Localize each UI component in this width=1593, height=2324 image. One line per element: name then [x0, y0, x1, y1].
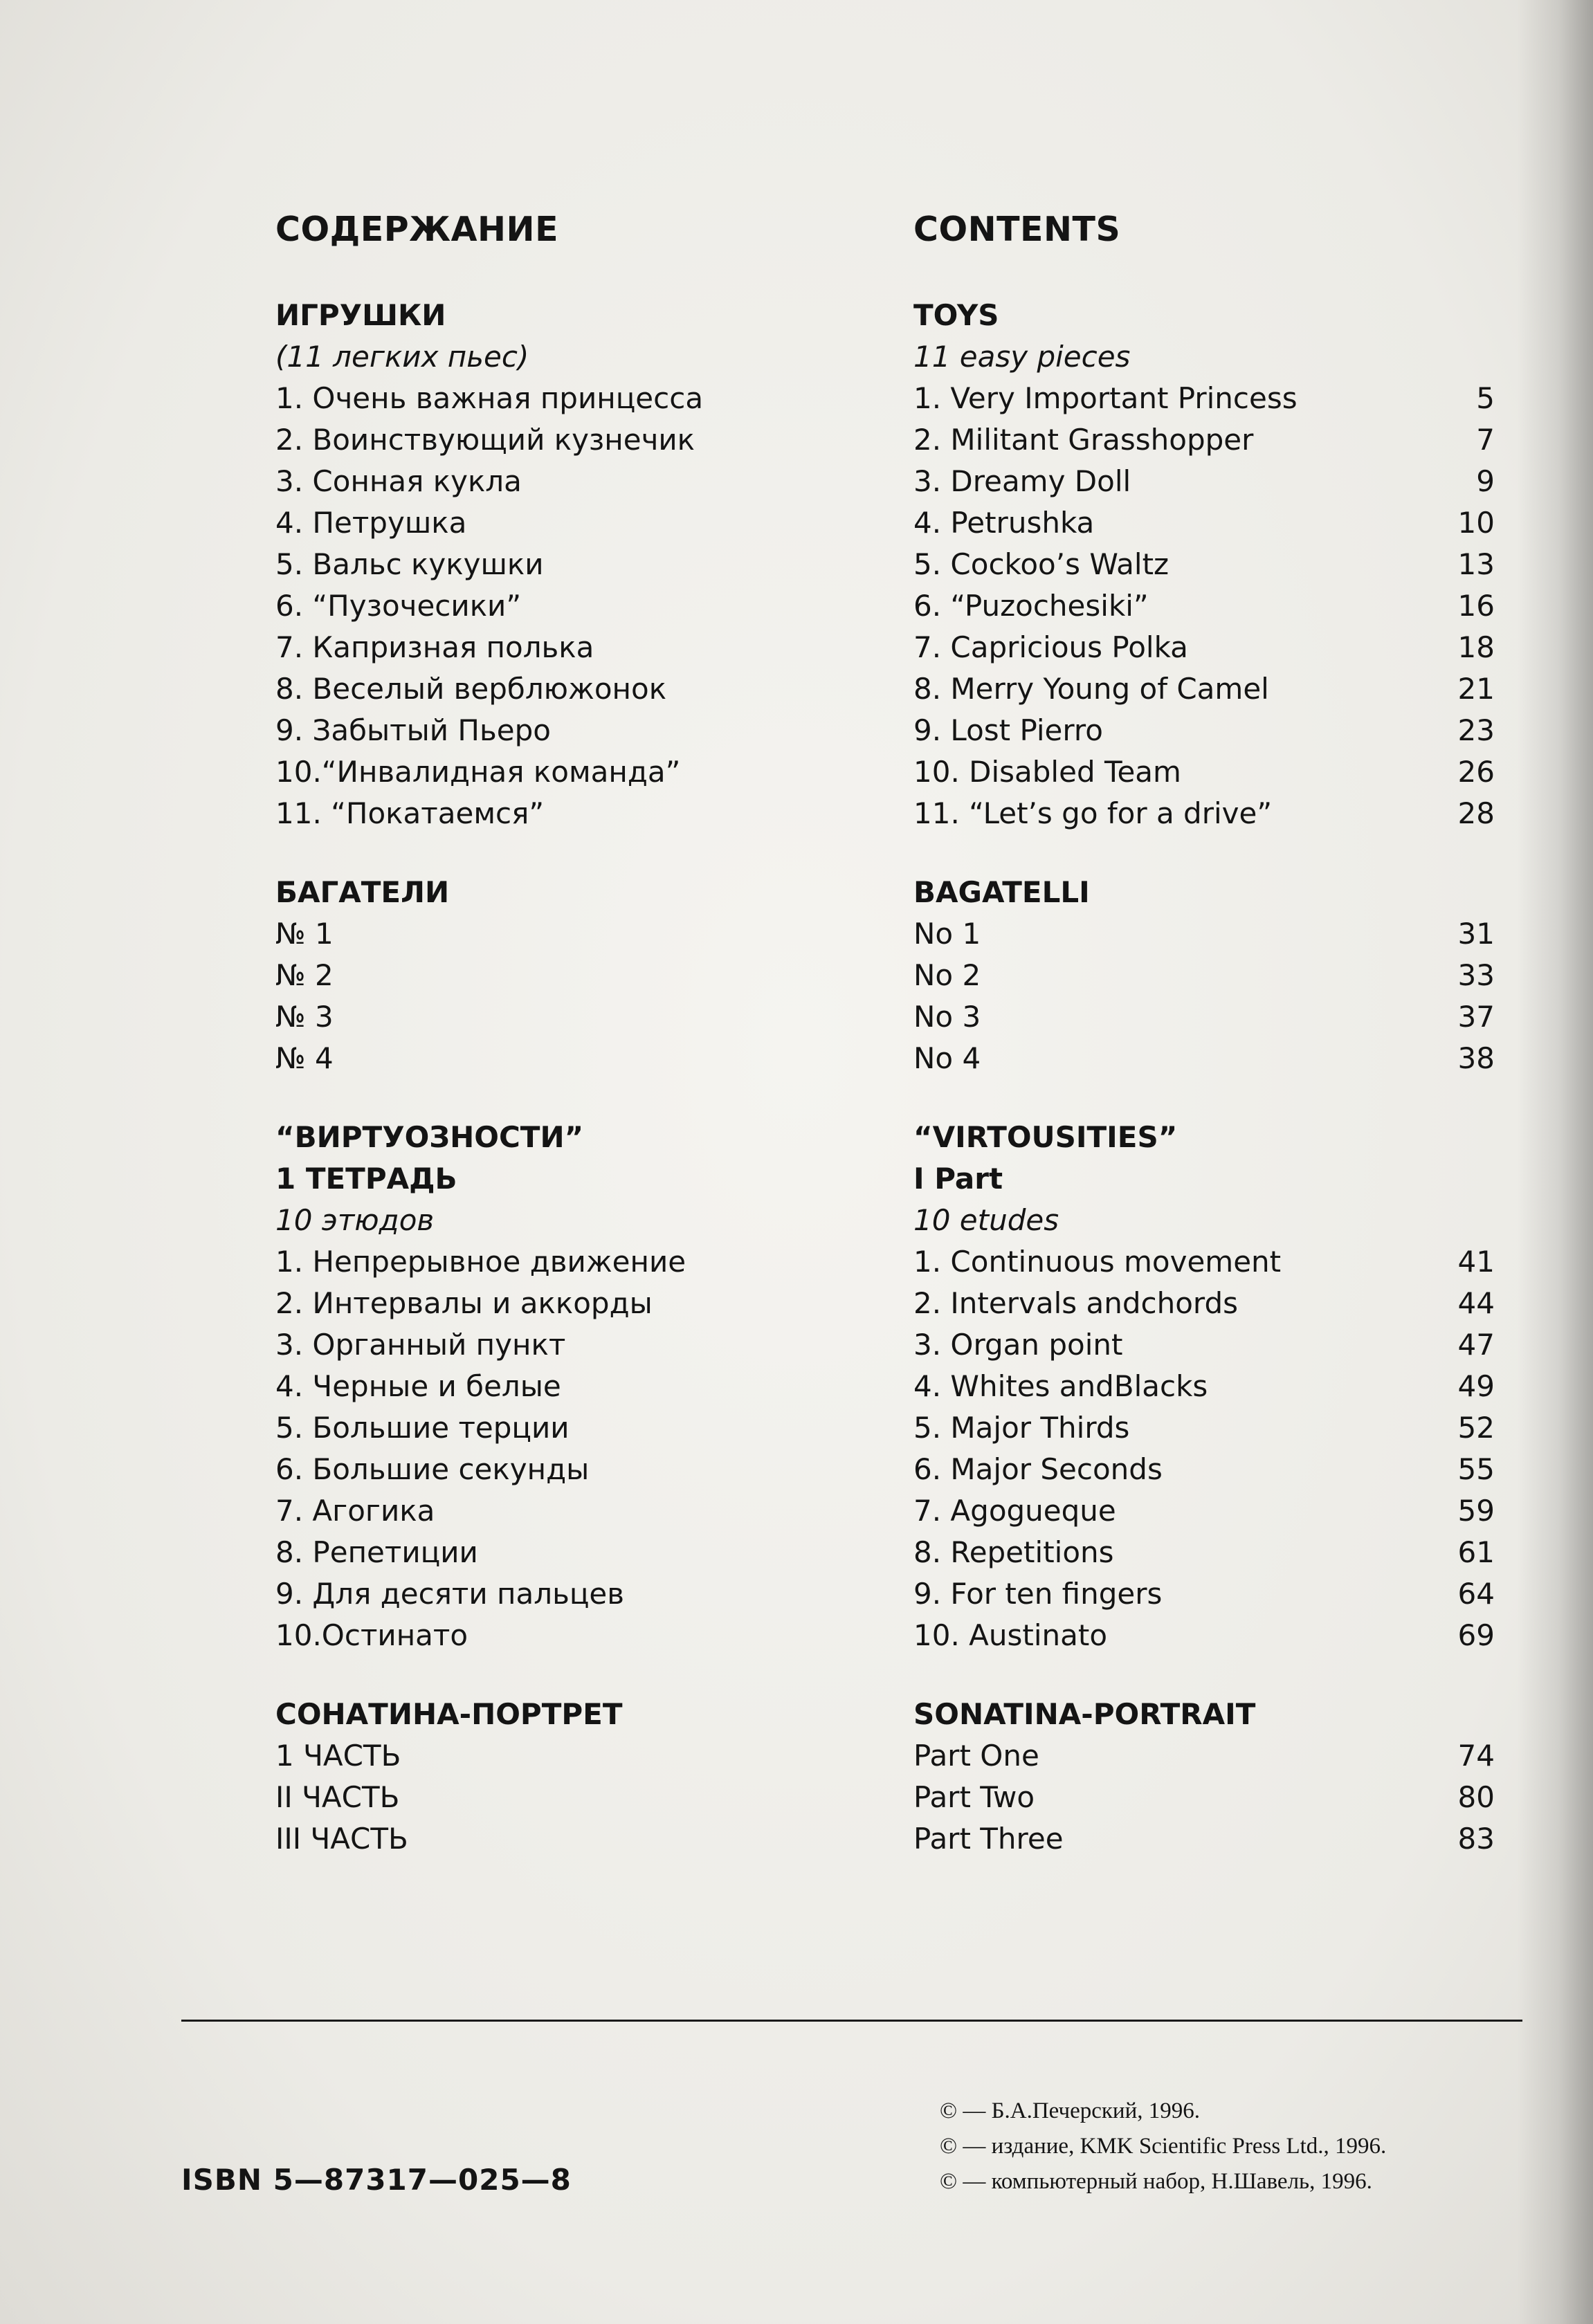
copyright-block	[940, 2094, 1386, 2199]
entry-label: 9. For ten fingers	[913, 1577, 1163, 1611]
toc-entry: № 1	[275, 917, 334, 951]
toc-entry: 8. Репетиции	[275, 1535, 478, 1569]
toc-entry: III ЧАСТЬ	[275, 1822, 408, 1856]
english-contents-column	[913, 208, 1495, 1860]
entry-label: No 2	[913, 958, 981, 992]
entry-label: Part Two	[913, 1780, 1035, 1814]
section-part-title: 1 ТЕТРАДЬ	[275, 1162, 457, 1196]
copyright-line: © — издание, KMK Scientific Press Ltd., 1996.	[940, 2134, 1387, 2159]
page-number: 47	[1457, 1328, 1495, 1362]
toc-entry	[913, 1532, 1495, 1573]
toc-entry	[913, 1449, 1495, 1490]
section-title: SONATINA-PORTRAIT	[913, 1697, 1256, 1731]
toc-entry	[913, 1615, 1495, 1656]
russian-contents-column	[275, 208, 871, 1860]
page-number: 13	[1457, 547, 1495, 581]
toc-entry	[913, 913, 1495, 955]
section-title: “VIRTOUSITIES”	[913, 1120, 1178, 1154]
toc-entry	[913, 1407, 1495, 1449]
toc-entry: 5. Вальс кукушки	[275, 547, 544, 581]
toc-entry	[913, 1490, 1495, 1532]
section-title: БАГАТЕЛИ	[275, 875, 450, 909]
toc-entry: № 2	[275, 958, 334, 992]
ru-section-toys	[275, 295, 871, 834]
en-heading: CONTENTS	[913, 210, 1121, 249]
ru-section-sonatina	[275, 1694, 871, 1860]
page-number: 83	[1457, 1822, 1495, 1856]
toc-entry	[913, 1283, 1495, 1324]
page-number: 16	[1457, 589, 1495, 623]
ru-section-virtuosities	[275, 1117, 871, 1656]
page-number: 80	[1457, 1780, 1495, 1814]
page-number: 38	[1457, 1041, 1495, 1075]
entry-label: 6. Major Seconds	[913, 1452, 1163, 1486]
entry-label: 6. “Puzochesiki”	[913, 589, 1149, 623]
section-subtitle: 10 etudes	[913, 1203, 1059, 1237]
copyright-line: © — компьютерный набор, Н.Шавель, 1996.	[940, 2169, 1372, 2194]
toc-entry	[913, 1735, 1495, 1777]
toc-entry	[913, 461, 1495, 502]
en-section-virtuosities	[913, 1117, 1495, 1656]
toc-entry: 4. Петрушка	[275, 506, 467, 540]
toc-entry: 6. Большие секунды	[275, 1452, 590, 1486]
toc-entry	[913, 544, 1495, 585]
entry-label: Part Three	[913, 1822, 1064, 1856]
page-number: 10	[1457, 506, 1495, 540]
toc-entry	[913, 1818, 1495, 1860]
section-title: ИГРУШКИ	[275, 298, 446, 332]
toc-entry: № 3	[275, 1000, 334, 1034]
toc-entry	[913, 668, 1495, 710]
toc-entry: 1. Очень важная принцесса	[275, 381, 704, 415]
entry-label: 5. Cockoo’s Waltz	[913, 547, 1169, 581]
toc-entry: 7. Капризная полька	[275, 630, 594, 664]
entry-label: 7. Agogueque	[913, 1494, 1116, 1528]
toc-entry: 7. Агогика	[275, 1494, 435, 1528]
toc-entry	[913, 419, 1495, 461]
page-number: 74	[1457, 1739, 1495, 1773]
page-number: 18	[1457, 630, 1495, 664]
page-number: 37	[1457, 1000, 1495, 1034]
page-number: 44	[1457, 1286, 1495, 1320]
toc-entry: 1. Непрерывное движение	[275, 1245, 686, 1279]
toc-entry	[913, 793, 1495, 834]
page-number: 26	[1457, 755, 1495, 789]
page-number: 23	[1457, 713, 1495, 747]
page-number: 59	[1457, 1494, 1495, 1528]
entry-label: 8. Repetitions	[913, 1535, 1114, 1569]
toc-entry	[913, 378, 1495, 419]
entry-label: 10. Austinato	[913, 1618, 1108, 1652]
toc-entry: № 4	[275, 1041, 334, 1075]
entry-label: 9. Lost Pierro	[913, 713, 1103, 747]
page-number: 9	[1476, 464, 1495, 498]
entry-label: 2. Militant Grasshopper	[913, 423, 1254, 457]
page-number: 55	[1457, 1452, 1495, 1486]
toc-entry: 4. Черные и белые	[275, 1369, 561, 1403]
entry-label: 11. “Let’s go for a drive”	[913, 796, 1273, 830]
en-section-sonatina	[913, 1694, 1495, 1860]
toc-entry	[913, 1324, 1495, 1366]
toc-entry: 6. “Пузочесики”	[275, 589, 522, 623]
entry-label: 1. Very Important Princess	[913, 381, 1298, 415]
toc-entry: 2. Интервалы и аккорды	[275, 1286, 653, 1320]
toc-entry	[913, 1777, 1495, 1818]
entry-label: Part One	[913, 1739, 1039, 1773]
entry-label: 3. Dreamy Doll	[913, 464, 1131, 498]
page-number: 69	[1457, 1618, 1495, 1652]
toc-entry: 8. Веселый верблюжонок	[275, 672, 667, 706]
section-title: TOYS	[913, 298, 999, 332]
toc-entry: 9. Забытый Пьеро	[275, 713, 551, 747]
toc-entry	[913, 710, 1495, 751]
entry-label: 3. Organ point	[913, 1328, 1123, 1362]
page-number: 28	[1457, 796, 1495, 830]
page-number: 41	[1457, 1245, 1495, 1279]
toc-entry	[913, 1573, 1495, 1615]
toc-entry: 11. “Покатаемся”	[275, 796, 545, 830]
toc-entry: 9. Для десяти пальцев	[275, 1577, 625, 1611]
toc-entry: II ЧАСТЬ	[275, 1780, 400, 1814]
toc-entry	[913, 1366, 1495, 1407]
copyright-line: © — Б.А.Печерский, 1996.	[940, 2098, 1201, 2123]
page-number: 49	[1457, 1369, 1495, 1403]
toc-entry: 1 ЧАСТЬ	[275, 1739, 401, 1773]
page-number: 61	[1457, 1535, 1495, 1569]
toc-entry	[913, 627, 1495, 668]
entry-label: 1. Continuous movement	[913, 1245, 1282, 1279]
page-number: 21	[1457, 672, 1495, 706]
page-number: 52	[1457, 1411, 1495, 1445]
ru-section-bagatelli	[275, 872, 871, 1079]
entry-label: 7. Capricious Polka	[913, 630, 1188, 664]
en-section-toys	[913, 295, 1495, 834]
footer-divider	[181, 2020, 1522, 2022]
entry-label: 2. Intervals andchords	[913, 1286, 1238, 1320]
page-number: 64	[1457, 1577, 1495, 1611]
en-section-bagatelli	[913, 872, 1495, 1079]
entry-label: No 3	[913, 1000, 981, 1034]
toc-entry	[913, 1038, 1495, 1079]
page-number: 7	[1476, 423, 1495, 457]
toc-entry	[913, 502, 1495, 544]
entry-label: 10. Disabled Team	[913, 755, 1181, 789]
entry-label: 8. Merry Young of Camel	[913, 672, 1269, 706]
toc-entry	[913, 955, 1495, 996]
page-number: 33	[1457, 958, 1495, 992]
page-number: 31	[1457, 917, 1495, 951]
section-subtitle: (11 легких пьес)	[275, 340, 529, 374]
toc-entry: 10.“Инвалидная команда”	[275, 755, 681, 789]
toc-entry	[913, 751, 1495, 793]
isbn-number: ISBN 5—87317—025—8	[181, 2163, 572, 2197]
section-title: “ВИРТУОЗНОСТИ”	[275, 1120, 584, 1154]
entry-label: 4. Whites andBlacks	[913, 1369, 1208, 1403]
toc-entry: 3. Сонная кукла	[275, 464, 522, 498]
ru-heading: СОДЕРЖАНИЕ	[275, 210, 559, 249]
page-edge-shadow	[1517, 0, 1593, 2324]
section-title: СОНАТИНА-ПОРТРЕТ	[275, 1697, 623, 1731]
toc-entry: 10.Остинато	[275, 1618, 468, 1652]
toc-entry: 2. Воинствующий кузнечик	[275, 423, 695, 457]
toc-entry: 3. Органный пункт	[275, 1328, 566, 1362]
toc-entry	[913, 585, 1495, 627]
entry-label: No 4	[913, 1041, 981, 1075]
entry-label: 5. Major Thirds	[913, 1411, 1130, 1445]
section-part-title: I Part	[913, 1162, 1003, 1196]
section-subtitle: 10 этюдов	[275, 1203, 435, 1237]
section-subtitle: 11 easy pieces	[913, 340, 1131, 374]
section-title: BAGATELLI	[913, 875, 1090, 909]
toc-entry: 5. Большие терции	[275, 1411, 570, 1445]
entry-label: No 1	[913, 917, 981, 951]
entry-label: 4. Petrushka	[913, 506, 1095, 540]
page-number: 5	[1476, 381, 1495, 415]
toc-entry	[913, 1241, 1495, 1283]
toc-entry	[913, 996, 1495, 1038]
